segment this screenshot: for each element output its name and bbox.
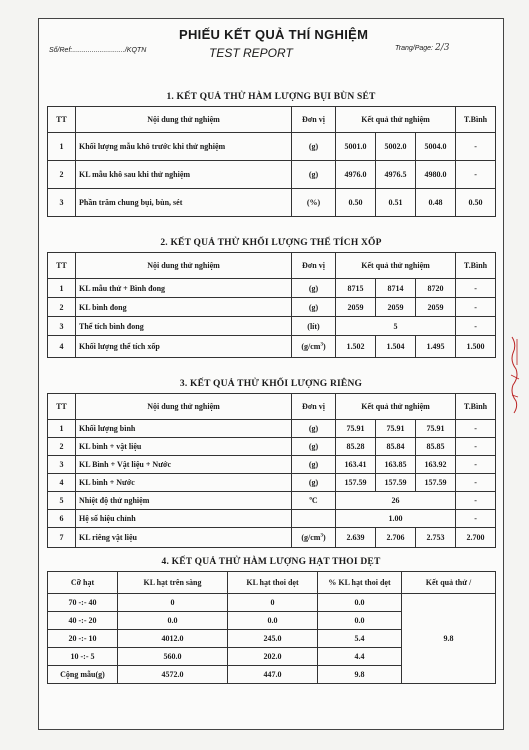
cell-result-merged: 5 <box>336 317 456 336</box>
cell-unit: (g) <box>292 456 336 474</box>
table-row <box>48 161 496 189</box>
cell-avg: - <box>456 474 496 492</box>
table-row <box>48 298 496 317</box>
cell-tt: 6 <box>48 510 76 528</box>
page-label: Trang/Page: <box>395 45 434 52</box>
cell-result-3: 2.753 <box>416 528 456 548</box>
cell-flat-percent: 4.4 <box>318 648 402 666</box>
cell-result-merged: 26 <box>336 492 456 510</box>
cell-unit: (g) <box>292 161 336 189</box>
cell-result-1: 8715 <box>336 279 376 298</box>
cell-result-3: 85.85 <box>416 438 456 456</box>
cell-result-2: 2059 <box>376 298 416 317</box>
unit-text: (g/cm <box>301 342 321 351</box>
unit-superscript: 3 <box>320 533 323 539</box>
table-row <box>48 594 496 612</box>
table-row <box>48 279 496 298</box>
table-row <box>48 510 496 528</box>
cell-result-3: 157.59 <box>416 474 456 492</box>
cell-avg: - <box>456 298 496 317</box>
col-size: Cỡ hạt <box>48 572 118 594</box>
cell-avg: - <box>456 161 496 189</box>
col-flat-mass: KL hạt thoi dẹt <box>228 572 318 594</box>
table-row <box>48 456 496 474</box>
cell-avg: 0.50 <box>456 189 496 217</box>
cell-content: Phần trăm chung bụi, bùn, sét <box>76 189 292 217</box>
page-number: 2/3 <box>435 43 450 53</box>
cell-content: Thể tích bình đong <box>76 317 292 336</box>
cell-sieve-mass: 560.0 <box>118 648 228 666</box>
cell-avg: - <box>456 510 496 528</box>
cell-tt: 3 <box>48 189 76 217</box>
table-row <box>48 438 496 456</box>
cell-result-1: 0.50 <box>336 189 376 217</box>
test-report-page <box>38 18 504 730</box>
cell-result-2: 75.91 <box>376 420 416 438</box>
col-tt: TT <box>48 253 76 279</box>
cell-content: KL bình + vật liệu <box>76 438 292 456</box>
cell-tt: 3 <box>48 317 76 336</box>
cell-flat-percent: 9.8 <box>318 666 402 684</box>
cell-result-1: 2059 <box>336 298 376 317</box>
reference-number: Số/Ref:.........................../KQTN <box>49 47 147 54</box>
col-unit: Đơn vị <box>292 253 336 279</box>
cell-result-2: 4976.5 <box>376 161 416 189</box>
cell-unit: (g) <box>292 279 336 298</box>
cell-avg: 1.500 <box>456 336 496 358</box>
cell-content: Khối lượng bình <box>76 420 292 438</box>
cell-unit <box>292 336 336 358</box>
cell-result-3: 0.48 <box>416 189 456 217</box>
cell-result-3: 75.91 <box>416 420 456 438</box>
cell-tt: 2 <box>48 298 76 317</box>
table-header-row <box>48 394 496 420</box>
cell-result-3: 163.92 <box>416 456 456 474</box>
cell-result-1: 75.91 <box>336 420 376 438</box>
table-header-row <box>48 572 496 594</box>
cell-tt: 4 <box>48 336 76 358</box>
section-2-title: 2. KẾT QUẢ THỬ KHỐI LƯỢNG THỂ TÍCH XỐP <box>160 238 382 248</box>
col-avg: T.Bình <box>456 394 496 420</box>
cell-avg: - <box>456 438 496 456</box>
cell-unit: (g) <box>292 298 336 317</box>
cell-result-1: 1.502 <box>336 336 376 358</box>
cell-result-2: 0.51 <box>376 189 416 217</box>
col-content: Nội dung thử nghiệm <box>76 253 292 279</box>
col-tt: TT <box>48 107 76 133</box>
cell-avg: 2.700 <box>456 528 496 548</box>
cell-tt: 3 <box>48 456 76 474</box>
cell-avg: - <box>456 279 496 298</box>
col-content: Nội dung thử nghiệm <box>76 394 292 420</box>
cell-unit <box>292 528 336 548</box>
section-4-title: 4. KẾT QUẢ THỬ HÀM LƯỢNG HẠT THOI DẸT <box>161 557 381 567</box>
cell-result-1: 5001.0 <box>336 133 376 161</box>
unit-text: C <box>311 496 318 505</box>
cell-tt: 2 <box>48 161 76 189</box>
cell-content: KL mẫu khô sau khi thử nghiệm <box>76 161 292 189</box>
cell-result-2: 5002.0 <box>376 133 416 161</box>
cell-flat-mass: 0 <box>228 594 318 612</box>
cell-result-2: 2.706 <box>376 528 416 548</box>
cell-size: 70 -:- 40 <box>48 594 118 612</box>
table-row <box>48 420 496 438</box>
cell-content: KL bình + Nước <box>76 474 292 492</box>
cell-tt: 5 <box>48 492 76 510</box>
cell-flat-mass: 245.0 <box>228 630 318 648</box>
cell-avg: - <box>456 456 496 474</box>
cell-result-3: 8720 <box>416 279 456 298</box>
cell-size: 40 -:- 20 <box>48 612 118 630</box>
cell-tt: 7 <box>48 528 76 548</box>
cell-content: Khối lượng thể tích xốp <box>76 336 292 358</box>
cell-result-merged: 1.00 <box>336 510 456 528</box>
cell-unit: (%) <box>292 189 336 217</box>
cell-content: Nhiệt độ thử nghiệm <box>76 492 292 510</box>
cell-size: Cộng mẫu(g) <box>48 666 118 684</box>
cell-sieve-mass: 0 <box>118 594 228 612</box>
col-unit: Đơn vị <box>292 107 336 133</box>
table-header-row <box>48 253 496 279</box>
unit-close: ) <box>322 533 326 542</box>
cell-result-3: 4980.0 <box>416 161 456 189</box>
report-title-vn: PHIẾU KẾT QUẢ THÍ NGHIỆM <box>179 27 369 42</box>
cell-sieve-mass: 0.0 <box>118 612 228 630</box>
col-result: Kết quả thử nghiệm <box>336 107 456 133</box>
cell-unit: (g) <box>292 474 336 492</box>
cell-flat-mass: 202.0 <box>228 648 318 666</box>
cell-result-1: 4976.0 <box>336 161 376 189</box>
table-row <box>48 528 496 548</box>
page-indicator <box>395 43 450 53</box>
col-flat-percent: % KL hạt thoi dẹt <box>318 572 402 594</box>
col-tt: TT <box>48 394 76 420</box>
cell-avg: - <box>456 317 496 336</box>
cell-result-2: 85.84 <box>376 438 416 456</box>
cell-result-3: 2059 <box>416 298 456 317</box>
col-unit: Đơn vị <box>292 394 336 420</box>
cell-unit: (g) <box>292 133 336 161</box>
cell-flat-percent: 5.4 <box>318 630 402 648</box>
table-row <box>48 189 496 217</box>
cell-tt: 1 <box>48 420 76 438</box>
cell-result-3: 5004.0 <box>416 133 456 161</box>
cell-size: 10 -:- 5 <box>48 648 118 666</box>
cell-flat-mass: 0.0 <box>228 612 318 630</box>
table-row <box>48 474 496 492</box>
report-title-en: TEST REPORT <box>209 46 293 60</box>
report-header <box>39 19 503 71</box>
section-3-title: 3. KẾT QUẢ THỬ KHỐI LƯỢNG RIÊNG <box>179 379 363 389</box>
cell-sieve-mass: 4572.0 <box>118 666 228 684</box>
cell-flat-mass: 447.0 <box>228 666 318 684</box>
section-1-title: 1. KẾT QUẢ THỬ HÀM LƯỢNG BỤI BÙN SÉT <box>166 92 376 102</box>
cell-unit: (g) <box>292 438 336 456</box>
cell-size: 20 -:- 10 <box>48 630 118 648</box>
col-sieve-mass: KL hạt trên sàng <box>118 572 228 594</box>
col-test-result: Kết quả thử / <box>402 572 496 594</box>
cell-content: KL Bình + Vật liệu + Nước <box>76 456 292 474</box>
col-result: Kết quả thử nghiệm <box>336 394 456 420</box>
cell-avg: - <box>456 492 496 510</box>
specific-gravity-table <box>47 393 496 548</box>
cell-unit: (lít) <box>292 317 336 336</box>
unit-close: ) <box>322 342 326 351</box>
unit-superscript: 3 <box>320 342 323 348</box>
col-content: Nội dung thử nghiệm <box>76 107 292 133</box>
cell-result-1: 163.41 <box>336 456 376 474</box>
cell-result-2: 8714 <box>376 279 416 298</box>
cell-tt: 2 <box>48 438 76 456</box>
cell-unit <box>292 510 336 528</box>
cell-tt: 1 <box>48 133 76 161</box>
cell-result-3: 1.495 <box>416 336 456 358</box>
cell-flat-percent: 0.0 <box>318 612 402 630</box>
unit-superscript: o <box>309 496 312 502</box>
cell-test-result: 9.8 <box>402 594 496 684</box>
cell-content: KL riêng vật liệu <box>76 528 292 548</box>
cell-avg: - <box>456 133 496 161</box>
table-row <box>48 133 496 161</box>
table-row <box>48 336 496 358</box>
cell-tt: 4 <box>48 474 76 492</box>
col-avg: T.Bình <box>456 253 496 279</box>
cell-content: KL mẫu thử + Bình đong <box>76 279 292 298</box>
cell-result-1: 157.59 <box>336 474 376 492</box>
cell-avg: - <box>456 420 496 438</box>
cell-content: Hệ số hiệu chỉnh <box>76 510 292 528</box>
cell-result-2: 157.59 <box>376 474 416 492</box>
cell-result-2: 163.85 <box>376 456 416 474</box>
dust-clay-table <box>47 106 496 217</box>
cell-result-1: 2.639 <box>336 528 376 548</box>
cell-content: Khối lượng mẫu khô trước khi thử nghiệm <box>76 133 292 161</box>
flaky-particle-table <box>47 571 496 684</box>
cell-sieve-mass: 4012.0 <box>118 630 228 648</box>
table-header-row <box>48 107 496 133</box>
cell-result-1: 85.28 <box>336 438 376 456</box>
col-result: Kết quả thử nghiệm <box>336 253 456 279</box>
cell-tt: 1 <box>48 279 76 298</box>
margin-stamp-mark <box>508 335 522 415</box>
unit-text: (g/cm <box>301 533 321 542</box>
cell-flat-percent: 0.0 <box>318 594 402 612</box>
table-row <box>48 317 496 336</box>
cell-content: KL bình đong <box>76 298 292 317</box>
cell-result-2: 1.504 <box>376 336 416 358</box>
bulk-density-table <box>47 252 496 358</box>
cell-unit <box>292 492 336 510</box>
col-avg: T.Bình <box>456 107 496 133</box>
cell-unit: (g) <box>292 420 336 438</box>
table-row <box>48 492 496 510</box>
